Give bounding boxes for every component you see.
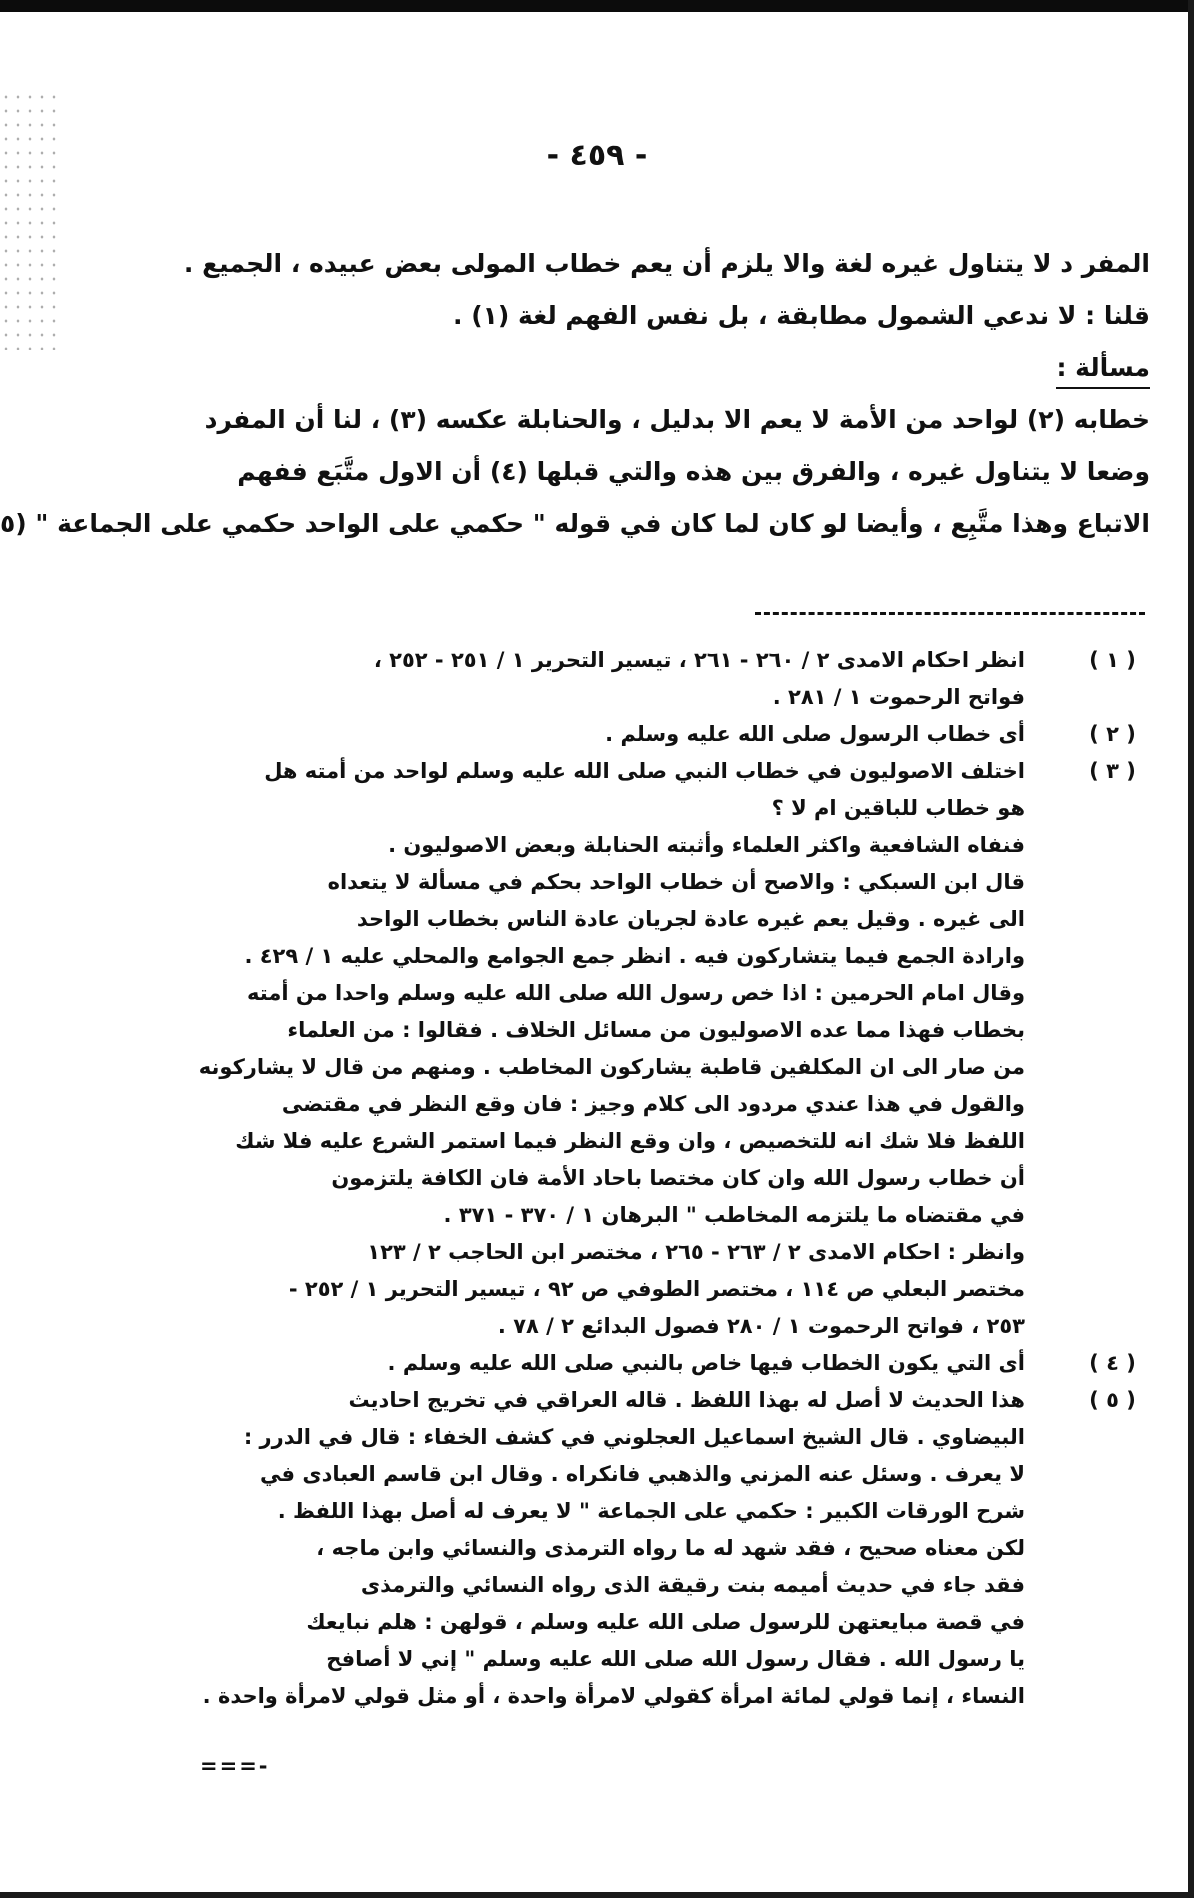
footnote-text: والقول في هذا عندي مردود الى كلام وجيز : فان وقع النظر في مقتضى (281, 1092, 1025, 1116)
footnote-line (165, 1456, 1150, 1493)
body-line-5: وضعا لا يتناول غيره ، والفرق بين هذه والتي قبلها (٤) أن الاول متَّبَع ففهم (237, 457, 1150, 486)
footnote-line (165, 1234, 1150, 1271)
footnote-number: ( ١ ) (1089, 648, 1136, 672)
footnote-number: ( ٣ ) (1089, 759, 1136, 783)
footnote-text: وانظر : احكام الامدى ٢ / ٢٦٣ - ٢٦٥ ، مختصر ابن الحاجب ٢ / ١٢٣ (367, 1240, 1025, 1264)
footnote-text: وارادة الجمع فيما يتشاركون فيه . انظر جمع الجوامع والمحلي عليه ١ / ٤٢٩ . (244, 944, 1025, 968)
footnote-text: ٢٥٣ ، فواتح الرحموت ١ / ٢٨٠ فصول البدائع ٢ / ٧٨ . (497, 1314, 1025, 1338)
footnote-text: هو خطاب للباقين ام لا ؟ (771, 796, 1025, 820)
footnote-line (165, 679, 1150, 716)
footnote-text: فواتح الرحموت ١ / ٢٨١ . (772, 685, 1025, 709)
footnote-text: أن خطاب رسول الله وان كان مختصا باحاد الأمة فان الكافة يلتزمون (331, 1166, 1025, 1190)
footnote-text: اللفظ فلا شك انه للتخصيص ، وان وقع النظر فيما استمر الشرع عليه فلا شك (235, 1129, 1025, 1153)
footnote-line (165, 1641, 1150, 1678)
footnote-number: ( ٤ ) (1089, 1351, 1136, 1375)
footnote-text: فنفاه الشافعية واكثر العلماء وأثبته الحنابلة وبعض الاصوليون . (388, 833, 1025, 857)
footnote-text: وقال امام الحرمين : اذا خص رسول الله صلى الله عليه وسلم واحدا من أمته (247, 981, 1025, 1005)
footnote-line (165, 1419, 1150, 1456)
footnote-text: اختلف الاصوليون في خطاب النبي صلى الله عليه وسلم لواحد من أمته هل (264, 759, 1025, 783)
footnote-line (165, 1530, 1150, 1567)
body-line-2: قلنا : لا ندعي الشمول مطابقة ، بل نفس الفهم لغة (١) . (453, 301, 1150, 330)
page-number: - ٤٥٩ - (546, 138, 648, 173)
footnote-line (165, 901, 1150, 938)
main-text (0, 238, 1150, 550)
footnote-line (165, 1382, 1150, 1419)
footnote-line (165, 642, 1150, 679)
footnote-line (165, 1493, 1150, 1530)
footnote-text: من صار الى ان المكلفين قاطبة يشاركون المخاطب . ومنهم من قال لا يشاركونه (198, 1055, 1025, 1079)
footnote-text: في مقتضاه ما يلتزمه المخاطب " البرهان ١ / ٣٧٠ - ٣٧١ . (443, 1203, 1025, 1227)
footnote-line (165, 864, 1150, 901)
margin-speckle (0, 90, 60, 350)
body-line-6: الاتباع وهذا متَّبِع ، وأيضا لو كان لما كان في قوله " حكمي على الواحد حكمي على الجماعة " (٥ (0, 509, 1150, 538)
footnote-text: بخطاب فهذا مما عده الاصوليون من مسائل الخلاف . فقالوا : من العلماء (287, 1018, 1025, 1042)
footnote-number: ( ٥ ) (1089, 1388, 1136, 1412)
footnote-line (165, 753, 1150, 790)
footnote-line (165, 1308, 1150, 1345)
footnote-text: النساء ، إنما قولي لمائة امرأة كقولي لامرأة واحدة ، أو مثل قولي لامرأة واحدة . (202, 1684, 1025, 1708)
footnote-text: مختصر البعلي ص ١١٤ ، مختصر الطوفي ص ٩٢ ، تيسير التحرير ١ / ٢٥٢ - (288, 1277, 1025, 1301)
footnote-text: انظر احكام الامدى ٢ / ٢٦٠ - ٢٦١ ، تيسير التحرير ١ / ٢٥١ - ٢٥٢ ، (373, 648, 1025, 672)
footnote-line (165, 1567, 1150, 1604)
footnote-line (165, 1197, 1150, 1234)
footnote-line (165, 1049, 1150, 1086)
footnote-separator (755, 612, 1145, 615)
footnote-line (165, 827, 1150, 864)
footnote-line (165, 938, 1150, 975)
scan-edge-bottom (0, 1892, 1194, 1898)
footnote-line (165, 716, 1150, 753)
section-heading (165, 342, 1150, 394)
footnotes (165, 642, 1150, 1715)
footnote-line (165, 1012, 1150, 1049)
end-mark: ===- (200, 1754, 270, 1778)
footnote-line (165, 790, 1150, 827)
footnote-text: شرح الورقات الكبير : حكمي على الجماعة " لا يعرف له أصل بهذا اللفظ . (277, 1499, 1025, 1523)
footnote-text: قال ابن السبكي : والاصح أن خطاب الواحد بحكم في مسألة لا يتعداه (327, 870, 1025, 894)
body-line-1: المفر د لا يتناول غيره لغة والا يلزم أن يعم خطاب المولى بعض عبيده ، الجميع . (183, 249, 1150, 278)
footnote-text: الى غيره . وقيل يعم غيره عادة لجريان عادة الناس بخطاب الواحد (356, 907, 1025, 931)
footnote-number: ( ٢ ) (1089, 722, 1136, 746)
footnote-line (165, 1160, 1150, 1197)
footnote-line (165, 1678, 1150, 1715)
footnote-text: لكن معناه صحيح ، فقد شهد له ما رواه الترمذى والنسائي وابن ماجه ، (316, 1536, 1025, 1560)
section-heading-text: مسألة : (1056, 349, 1150, 389)
body-line-4: خطابه (٢) لواحد من الأمة لا يعم الا بدليل ، والحنابلة عكسه (٣) ، لنا أن المفرد (204, 405, 1150, 434)
footnote-text: يا رسول الله . فقال رسول الله صلى الله عليه وسلم " إني لا أصافح (326, 1647, 1025, 1671)
footnote-line (165, 975, 1150, 1012)
footnote-line (165, 1086, 1150, 1123)
footnote-line (165, 1271, 1150, 1308)
footnote-text: أى خطاب الرسول صلى الله عليه وسلم . (605, 722, 1025, 746)
footnote-text: فقد جاء في حديث أميمه بنت رقيقة الذى رواه النسائي والترمذى (360, 1573, 1025, 1597)
footnote-text: في قصة مبايعتهن للرسول صلى الله عليه وسلم ، قولهن : هلم نبايعك (306, 1610, 1025, 1634)
footnote-text: البيضاوي . قال الشيخ اسماعيل العجلوني في كشف الخفاء : قال في الدرر : (243, 1425, 1025, 1449)
footnote-line (165, 1345, 1150, 1382)
scan-edge-top (0, 0, 1194, 12)
footnote-text: هذا الحديث لا أصل له بهذا اللفظ . قاله العراقي في تخريج احاديث (348, 1388, 1025, 1412)
footnote-line (165, 1604, 1150, 1641)
footnote-text: لا يعرف . وسئل عنه المزني والذهبي فانكراه . وقال ابن قاسم العبادى في (260, 1462, 1025, 1486)
scan-edge-right (1188, 0, 1194, 1898)
footnote-text: أى التي يكون الخطاب فيها خاص بالنبي صلى الله عليه وسلم . (387, 1351, 1025, 1375)
footnote-line (165, 1123, 1150, 1160)
